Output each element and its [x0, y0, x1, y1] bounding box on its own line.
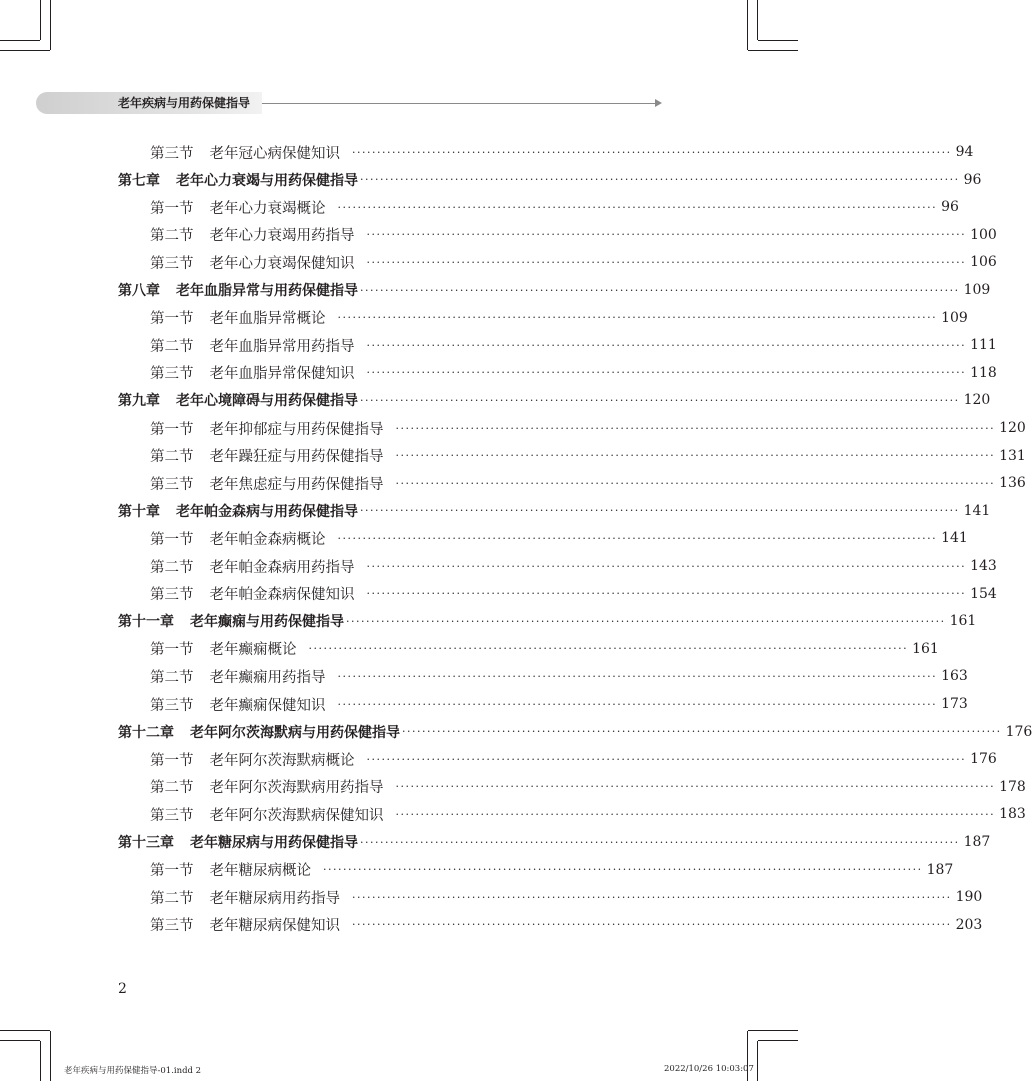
- toc-entry-title: 老年焦虑症与用药保健指导: [209, 476, 384, 493]
- toc-page-number: 106: [970, 254, 997, 271]
- toc-leader-dots: ························································································································: [308, 642, 909, 656]
- toc-entry-title: 老年血脂异常保健知识: [209, 366, 355, 383]
- toc-section-row: [150, 138, 974, 166]
- toc-leader-dots: ························································································································: [366, 255, 967, 269]
- toc-entry-title: 老年糖尿病概论: [209, 863, 311, 880]
- toc-leader-dots: ························································································································: [352, 918, 952, 932]
- toc-entry-number: 第一节: [150, 200, 194, 217]
- toc-entry-number: 第十二章: [118, 724, 174, 741]
- crop-mark: [748, 1030, 798, 1031]
- crop-mark: [747, 0, 748, 50]
- toc-entry-number: 第一节: [150, 752, 194, 769]
- toc-entry-title: 老年癫痫用药指导: [209, 669, 326, 686]
- toc-entry-title: 老年帕金森病与用药保健指导: [176, 503, 358, 520]
- toc-entry-title: 老年抑郁症与用药保健指导: [209, 421, 384, 438]
- toc-chapter-row: [118, 276, 991, 304]
- toc-leader-dots: ························································································································: [337, 200, 938, 214]
- toc-leader-dots: ························································································································: [395, 476, 996, 490]
- toc-entry-number: 第二节: [150, 449, 194, 466]
- toc-entry-number: 第十章: [118, 503, 160, 520]
- toc-section-row: [150, 414, 1026, 442]
- toc-page-number: 100: [970, 226, 997, 243]
- crop-mark: [748, 50, 798, 51]
- toc-entry-number: 第二节: [150, 228, 194, 245]
- toc-entry-number: 第二节: [150, 338, 194, 355]
- toc-leader-dots: ························································································································: [366, 366, 967, 380]
- toc-page-number: 163: [941, 668, 968, 685]
- crop-mark: [0, 1040, 40, 1041]
- toc-entry-title: 老年躁狂症与用药保健指导: [209, 449, 384, 466]
- toc-entry-number: 第九章: [118, 393, 160, 410]
- toc-entry-number: 第八章: [118, 283, 160, 299]
- toc-page-number: 96: [963, 171, 982, 188]
- toc-entry-number: 第三节: [150, 697, 194, 714]
- footer-timestamp: 2022/10/26 10:03:07: [664, 1064, 754, 1074]
- toc-leader-dots: ························································································································: [352, 890, 952, 904]
- header-arrow-icon: [655, 99, 662, 107]
- toc-leader-dots: ························································································································: [337, 531, 938, 545]
- running-header-title: 老年疾病与用药保健指导: [118, 96, 251, 110]
- toc-page-number: 131: [999, 447, 1026, 464]
- toc-leader-dots: ························································································································: [360, 283, 960, 297]
- toc-section-row: [150, 331, 997, 359]
- toc-page-number: 141: [963, 502, 991, 519]
- toc-entry-title: 老年血脂异常概论: [209, 311, 326, 328]
- crop-mark: [50, 1031, 51, 1081]
- toc-section-row: [150, 635, 939, 663]
- toc-leader-dots: ························································································································: [360, 173, 960, 187]
- toc-entry-title: 老年血脂异常与用药保健指导: [176, 283, 358, 299]
- toc-entry-title: 老年冠心病保健知识: [209, 145, 340, 162]
- toc-section-row: [150, 193, 959, 221]
- toc-section-row: [150, 580, 997, 608]
- toc-page-number: 176: [1005, 723, 1032, 740]
- crop-mark: [757, 0, 758, 40]
- toc-leader-dots: ························································································································: [337, 697, 938, 711]
- toc-leader-dots: ························································································································: [366, 559, 967, 573]
- toc-page-number: 183: [999, 806, 1026, 823]
- toc-entry-title: 老年心力衰竭保健知识: [209, 255, 355, 272]
- toc-entry-number: 第一节: [150, 531, 194, 548]
- toc-entry-number: 第二节: [150, 559, 194, 576]
- toc-section-row: [150, 883, 983, 911]
- toc-section-row: [150, 304, 968, 332]
- toc-leader-dots: ························································································································: [323, 863, 923, 877]
- toc-chapter-row: [118, 497, 991, 525]
- crop-mark: [40, 0, 41, 40]
- crop-mark: [758, 1040, 798, 1041]
- toc-page-number: 187: [926, 861, 954, 878]
- toc-entry-title: 老年心境障碍与用药保健指导: [176, 393, 358, 410]
- toc-section-row: [150, 911, 983, 939]
- toc-entry-number: 第二节: [150, 780, 194, 797]
- toc-entry-title: 老年帕金森病保健知识: [209, 587, 355, 604]
- toc-leader-dots: ························································································································: [395, 421, 996, 435]
- toc-entry-number: 第七章: [118, 172, 160, 189]
- toc-page-number: 120: [963, 392, 991, 409]
- toc-section-row: [150, 524, 968, 552]
- toc-page-number: 120: [999, 420, 1026, 436]
- toc-entry-number: 第一节: [150, 311, 194, 328]
- toc-section-row: [150, 662, 968, 690]
- toc-page-number: 94: [955, 144, 974, 160]
- toc-entry-title: 老年癫痫保健知识: [209, 697, 326, 714]
- toc-page-number: 96: [941, 199, 959, 216]
- toc-section-row: [150, 773, 1026, 801]
- toc-entry-title: 老年癫痫与用药保健指导: [190, 614, 344, 631]
- toc-entry-title: 老年阿尔茨海默病用药指导: [209, 780, 384, 797]
- crop-mark: [40, 1041, 41, 1081]
- toc-leader-dots: ························································································································: [360, 504, 960, 518]
- toc-leader-dots: ························································································································: [395, 807, 996, 821]
- toc-entry-number: 第一节: [150, 642, 194, 659]
- toc-leader-dots: ························································································································: [360, 835, 960, 849]
- toc-section-row: [150, 442, 1026, 470]
- toc-entry-title: 老年心力衰竭与用药保健指导: [176, 172, 358, 189]
- toc-section-row: [150, 248, 997, 276]
- toc-entry-number: 第一节: [150, 863, 194, 880]
- crop-mark: [0, 50, 50, 51]
- toc-section-row: [150, 552, 997, 580]
- toc-page-number: 161: [912, 640, 939, 657]
- toc-entry-title: 老年心力衰竭概论: [209, 200, 326, 217]
- toc-entry-number: 第三节: [150, 918, 194, 935]
- toc-chapter-row: [118, 718, 1032, 746]
- toc-entry-number: 第三节: [150, 145, 194, 162]
- footer-file-name: 老年疾病与用药保健指导-01.indd 2: [64, 1066, 202, 1076]
- toc-leader-dots: ························································································································: [395, 449, 996, 463]
- toc-page-number: 161: [949, 613, 977, 630]
- toc-chapter-row: [118, 166, 982, 194]
- toc-entry-title: 老年糖尿病与用药保健指导: [190, 835, 358, 851]
- toc-leader-dots: ························································································································: [352, 145, 952, 159]
- toc-section-row: [150, 856, 954, 884]
- toc-leader-dots: ························································································································: [337, 311, 938, 325]
- toc-page-number: 141: [941, 530, 968, 547]
- toc-entry-title: 老年癫痫概论: [209, 642, 297, 659]
- toc-entry-number: 第三节: [150, 366, 194, 383]
- toc-leader-dots: ························································································································: [366, 752, 967, 766]
- toc-entry-title: 老年阿尔茨海默病保健知识: [209, 807, 384, 824]
- toc-section-row: [150, 800, 1026, 828]
- toc-section-row: [150, 690, 968, 718]
- toc-leader-dots: ························································································································: [395, 780, 996, 794]
- toc-page-number: 109: [963, 282, 991, 298]
- toc-leader-dots: ························································································································: [366, 338, 967, 352]
- toc-page-number: 118: [970, 364, 997, 381]
- crop-mark: [757, 1041, 758, 1081]
- toc-entry-number: 第十三章: [118, 835, 174, 851]
- toc-page-number: 190: [955, 889, 983, 906]
- toc-page-number: 178: [999, 778, 1026, 795]
- toc-page-number: 109: [941, 309, 968, 326]
- toc-entry-number: 第三节: [150, 807, 194, 824]
- toc-page-number: 154: [970, 585, 997, 602]
- toc-leader-dots: ························································································································: [360, 393, 960, 407]
- toc-entry-title: 老年帕金森病概论: [209, 531, 326, 548]
- header-rule: [262, 103, 655, 104]
- toc-chapter-row: [118, 828, 991, 856]
- crop-mark: [0, 40, 40, 41]
- toc-entry-title: 老年阿尔茨海默病与用药保健指导: [190, 724, 400, 741]
- toc-page-number: 176: [970, 751, 997, 768]
- toc-entry-number: 第三节: [150, 476, 194, 493]
- toc-page-number: 143: [970, 558, 997, 574]
- toc-entry-number: 第十一章: [118, 614, 174, 631]
- toc-entry-number: 第二节: [150, 890, 194, 907]
- toc-leader-dots: ························································································································: [337, 669, 938, 683]
- toc-leader-dots: ························································································································: [346, 614, 946, 628]
- page-number: 2: [118, 981, 127, 997]
- toc-entry-title: 老年阿尔茨海默病概论: [209, 752, 355, 769]
- toc-entry-number: 第三节: [150, 587, 194, 604]
- toc-section-row: [150, 745, 997, 773]
- toc-entry-title: 老年血脂异常用药指导: [209, 338, 355, 355]
- toc-leader-dots: ························································································································: [366, 228, 967, 242]
- crop-mark: [50, 0, 51, 50]
- toc-page-number: 187: [963, 834, 991, 850]
- toc-entry-title: 老年心力衰竭用药指导: [209, 228, 355, 245]
- toc-entry-title: 老年糖尿病用药指导: [209, 890, 340, 907]
- toc-leader-dots: ························································································································: [366, 587, 967, 601]
- toc-entry-title: 老年糖尿病保健知识: [209, 918, 340, 935]
- toc-entry-number: 第一节: [150, 421, 194, 438]
- toc-page-number: 136: [999, 475, 1026, 492]
- toc-chapter-row: [118, 386, 991, 414]
- toc-page-number: 203: [955, 916, 983, 933]
- toc-page-number: 111: [970, 337, 997, 354]
- toc-page-number: 173: [941, 696, 968, 712]
- toc-section-row: [150, 469, 1026, 497]
- toc-entry-number: 第三节: [150, 255, 194, 272]
- crop-mark: [758, 40, 798, 41]
- toc-leader-dots: ························································································································: [402, 725, 1002, 739]
- crop-mark: [0, 1030, 50, 1031]
- toc-entry-number: 第二节: [150, 669, 194, 686]
- toc-entry-title: 老年帕金森病用药指导: [209, 559, 355, 576]
- toc-section-row: [150, 359, 997, 387]
- toc-chapter-row: [118, 607, 977, 635]
- toc-section-row: [150, 221, 997, 249]
